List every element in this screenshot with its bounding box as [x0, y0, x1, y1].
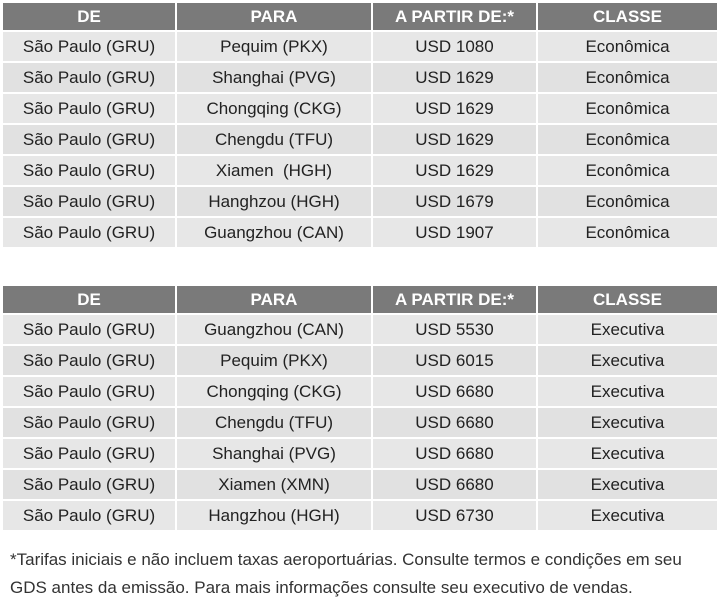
cell-price: USD 1629 [372, 124, 537, 155]
cell-to: Guangzhou (CAN) [176, 314, 372, 345]
cell-to: Xiamen (XMN) [176, 469, 372, 500]
cell-price: USD 1080 [372, 31, 537, 62]
cell-from: São Paulo (GRU) [3, 93, 176, 124]
header-class: CLASSE [537, 3, 717, 31]
cell-to: Chongqing (CKG) [176, 376, 372, 407]
cell-price: USD 6015 [372, 345, 537, 376]
fare-disclaimer: *Tarifas iniciais e não incluem taxas aeroportuárias. Consulte termos e condições em seu GDS antes da emissão. Para mais informações consulte seu executivo de vendas. [10, 550, 682, 597]
cell-price: USD 1629 [372, 62, 537, 93]
table-row [3, 500, 717, 530]
cell-to: Shanghai (PVG) [176, 62, 372, 93]
cell-from: São Paulo (GRU) [3, 345, 176, 376]
cell-from: São Paulo (GRU) [3, 500, 176, 530]
table-row [3, 62, 717, 93]
cell-to: Hangzhou (HGH) [176, 500, 372, 530]
cell-class: Executiva [537, 376, 717, 407]
cell-from: São Paulo (GRU) [3, 124, 176, 155]
cell-class: Executiva [537, 345, 717, 376]
cell-from: São Paulo (GRU) [3, 62, 176, 93]
cell-class: Executiva [537, 500, 717, 530]
cell-price: USD 1629 [372, 155, 537, 186]
cell-price: USD 6730 [372, 500, 537, 530]
cell-from: São Paulo (GRU) [3, 469, 176, 500]
table-row [3, 186, 717, 217]
table-header-row [3, 3, 717, 31]
cell-to: Pequim (PKX) [176, 345, 372, 376]
cell-from: São Paulo (GRU) [3, 155, 176, 186]
cell-class: Econômica [537, 93, 717, 124]
cell-price: USD 6680 [372, 438, 537, 469]
cell-class: Econômica [537, 217, 717, 247]
cell-class: Executiva [537, 407, 717, 438]
table-row [3, 93, 717, 124]
header-from: DE [3, 286, 176, 314]
table-row [3, 438, 717, 469]
cell-class: Executiva [537, 469, 717, 500]
table-row [3, 345, 717, 376]
cell-class: Executiva [537, 438, 717, 469]
header-price: A PARTIR DE:* [372, 3, 537, 31]
header-class: CLASSE [537, 286, 717, 314]
cell-class: Econômica [537, 62, 717, 93]
cell-price: USD 1907 [372, 217, 537, 247]
cell-to: Chengdu (TFU) [176, 124, 372, 155]
table-row [3, 376, 717, 407]
cell-to: Xiamen (HGH) [176, 155, 372, 186]
cell-price: USD 1629 [372, 93, 537, 124]
cell-from: São Paulo (GRU) [3, 186, 176, 217]
cell-class: Econômica [537, 186, 717, 217]
cell-price: USD 5530 [372, 314, 537, 345]
cell-class: Executiva [537, 314, 717, 345]
cell-from: São Paulo (GRU) [3, 407, 176, 438]
cell-price: USD 1679 [372, 186, 537, 217]
cell-to: Guangzhou (CAN) [176, 217, 372, 247]
cell-to: Shanghai (PVG) [176, 438, 372, 469]
cell-from: São Paulo (GRU) [3, 376, 176, 407]
cell-to: Pequim (PKX) [176, 31, 372, 62]
cell-to: Chengdu (TFU) [176, 407, 372, 438]
cell-price: USD 6680 [372, 469, 537, 500]
cell-to: Chongqing (CKG) [176, 93, 372, 124]
table-header-row [3, 286, 717, 314]
table-row [3, 407, 717, 438]
cell-class: Econômica [537, 155, 717, 186]
economy-fares-table [3, 3, 717, 247]
cell-to: Hanghzou (HGH) [176, 186, 372, 217]
table-row [3, 314, 717, 345]
header-from: DE [3, 3, 176, 31]
cell-from: São Paulo (GRU) [3, 217, 176, 247]
cell-class: Econômica [537, 124, 717, 155]
table-row [3, 217, 717, 247]
cell-from: São Paulo (GRU) [3, 31, 176, 62]
table-row [3, 31, 717, 62]
header-to: PARA [176, 286, 372, 314]
business-fares-table [3, 286, 717, 530]
header-to: PARA [176, 3, 372, 31]
cell-class: Econômica [537, 31, 717, 62]
cell-from: São Paulo (GRU) [3, 438, 176, 469]
cell-from: São Paulo (GRU) [3, 314, 176, 345]
header-price: A PARTIR DE:* [372, 286, 537, 314]
table-row [3, 469, 717, 500]
table-row [3, 155, 717, 186]
cell-price: USD 6680 [372, 407, 537, 438]
cell-price: USD 6680 [372, 376, 537, 407]
table-row [3, 124, 717, 155]
